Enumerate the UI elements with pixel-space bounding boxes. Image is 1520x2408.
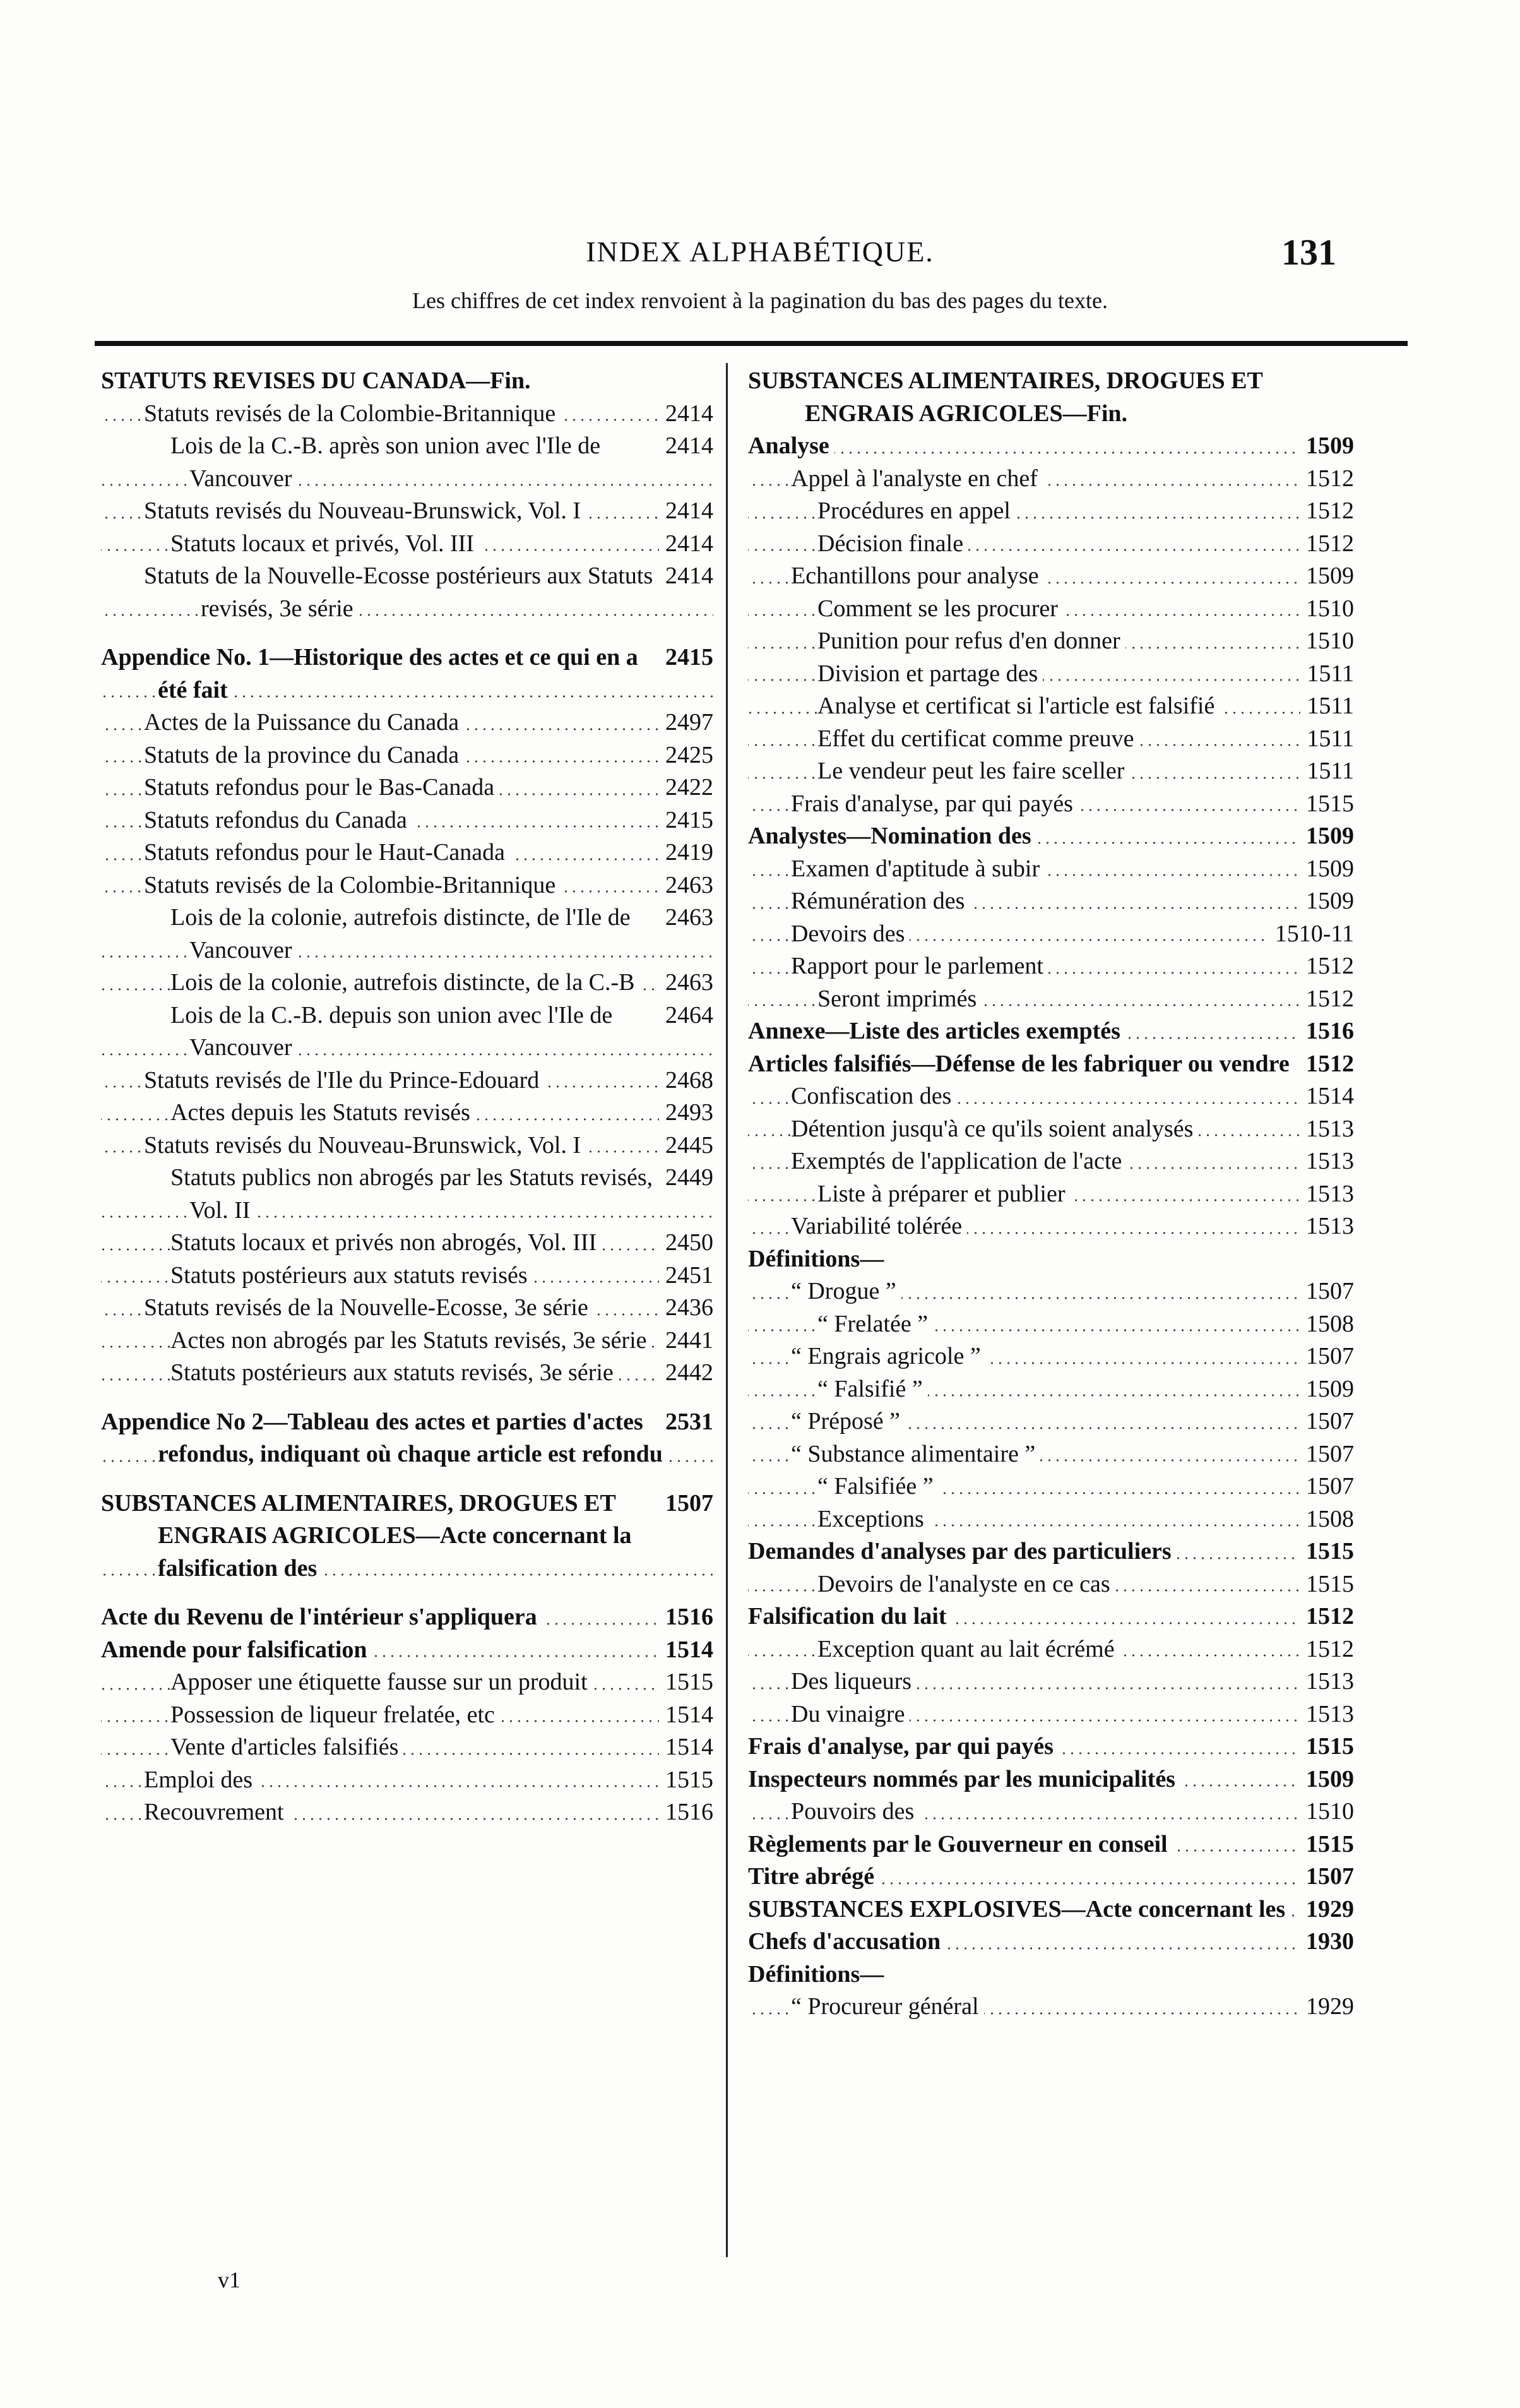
- index-entry: [748, 625, 1354, 658]
- index-entry: [748, 1828, 1354, 1861]
- index-entry-text: Devoirs de l'analyste en ce cas: [817, 1571, 1115, 1597]
- index-entry-page: 2464: [665, 1001, 713, 1028]
- index-entry-text: “ Falsifié ”: [817, 1376, 928, 1402]
- index-entry-text: “ Procureur général: [791, 1993, 984, 2020]
- index-entry: [748, 1438, 1354, 1471]
- index-entry-page: 1509: [1306, 563, 1354, 589]
- index-entry: [101, 804, 713, 837]
- index-entry-page: 1511: [1307, 758, 1354, 784]
- index-entry-text: “ Frelatée ”: [817, 1311, 933, 1337]
- index-entry-page: 1512: [1306, 1050, 1354, 1077]
- index-entry: [748, 1275, 1354, 1308]
- index-entry-page: 1512: [1306, 530, 1354, 557]
- index-entry-page: 1508: [1306, 1310, 1354, 1337]
- index-entry-text: Statuts postérieurs aux statuts revisés: [170, 1262, 533, 1289]
- index-entry-text: Effet du certificat comme preuve: [817, 725, 1139, 752]
- index-entry-page: 1512: [1306, 1635, 1354, 1662]
- index-entry: [748, 1600, 1354, 1633]
- index-entry: [101, 365, 713, 398]
- index-entry-page: 1510: [1306, 1798, 1354, 1825]
- index-entry-text: Analyse et certificat si l'article est falsifié: [817, 693, 1220, 719]
- index-entry-page: 1509: [1306, 888, 1354, 914]
- index-entry-page: 1512: [1306, 1603, 1354, 1630]
- index-entry-text: Demandes d'analyses par des particuliers: [748, 1538, 1177, 1565]
- index-entry: [101, 1064, 713, 1097]
- index-entry-text: Rémunération des: [791, 888, 970, 914]
- index-entry-page: 1515: [1306, 1538, 1354, 1565]
- index-entry-page: 1514: [665, 1734, 713, 1760]
- index-entry-text: “ Engrais agricole ”: [791, 1343, 986, 1369]
- index-entry-text: “ Préposé ”: [791, 1408, 905, 1434]
- index-entry-text: Statuts revisés du Nouveau-Brunswick, Vol. I: [144, 1132, 586, 1159]
- index-entry-page: 1507: [1306, 1440, 1354, 1467]
- right-column: [748, 365, 1354, 2024]
- index-entry-text: Acte du Revenu de l'intérieur s'appliquera: [101, 1604, 542, 1630]
- index-entry-page: 1515: [1306, 790, 1354, 817]
- index-entry-text: Des liqueurs: [791, 1668, 917, 1695]
- index-entry: [748, 1958, 1354, 1991]
- index-entry-text: Statuts de la Nouvelle-Ecosse postérieurs aux Statuts revisés, 3e série: [144, 563, 653, 622]
- index-entry-page: 1515: [1306, 1830, 1354, 1857]
- index-entry-page: 2450: [665, 1229, 713, 1256]
- index-entry-text: “ Falsifiée ”: [817, 1473, 939, 1499]
- index-entry-page: 1511: [1307, 693, 1354, 719]
- index-entry-page: 2422: [665, 774, 713, 801]
- index-entry-page: 1514: [1306, 1083, 1354, 1109]
- index-entry-page: 1516: [665, 1604, 713, 1630]
- index-entry-page: 1512: [1306, 985, 1354, 1012]
- index-entry-page: 2468: [665, 1066, 713, 1094]
- index-entry: [748, 430, 1354, 463]
- index-entry-text: Statuts locaux et privés non abrogés, Vol. III: [170, 1229, 602, 1256]
- index-entry-text: Frais d'analyse, par qui payés: [748, 1733, 1059, 1760]
- index-entry-page: 1509: [1306, 432, 1354, 459]
- index-entry: [101, 495, 713, 528]
- index-entry-page: 1515: [665, 1766, 713, 1793]
- index-entry-page: 1513: [1306, 1700, 1354, 1727]
- index-entry-page: 1513: [1306, 1115, 1354, 1142]
- index-entry-text: SUBSTANCES ALIMENTAIRES, DROGUES ET ENGRAIS AGRICOLES—Acte concernant la falsification des: [101, 1489, 632, 1582]
- index-entry: [748, 1210, 1354, 1243]
- signature-mark: v1: [218, 2267, 240, 2292]
- index-entry-page: 1509: [1306, 1765, 1354, 1792]
- index-entry: [748, 820, 1354, 853]
- index-entry: [101, 772, 713, 804]
- index-entry-text: Emploi des: [144, 1767, 258, 1793]
- index-entry-page: 1514: [665, 1701, 713, 1728]
- index-entry-text: Exception quant au lait écrémé: [817, 1636, 1120, 1662]
- index-entry-page: 2493: [665, 1099, 713, 1126]
- index-entry: [101, 1129, 713, 1162]
- index-entry: [748, 1340, 1354, 1373]
- index-entry-text: Exemptés de l'application de l'acte: [791, 1148, 1127, 1174]
- index-entry: [748, 1015, 1354, 1048]
- index-entry: [101, 1666, 713, 1699]
- index-entry: [748, 1861, 1354, 1893]
- index-entry-text: Actes de la Puissance du Canada: [144, 709, 464, 736]
- index-entry-text: Statuts refondus du Canada: [144, 807, 412, 833]
- index-entry-text: Rapport pour le parlement: [791, 953, 1048, 979]
- index-entry: [748, 1048, 1354, 1081]
- index-entry-page: 2445: [665, 1131, 713, 1159]
- index-entry-text: Statuts postérieurs aux statuts revisés, 3e série: [170, 1359, 619, 1386]
- index-entry-text: Recouvrement: [144, 1799, 289, 1825]
- index-entry-text: SUBSTANCES ALIMENTAIRES, DROGUES ET ENGRAIS AGRICOLES—Fin.: [748, 367, 1263, 427]
- index-entry-page: 2414: [665, 400, 713, 427]
- index-entry-page: 1515: [1306, 1570, 1354, 1597]
- index-entry: [101, 1325, 713, 1357]
- index-entry-page: 2415: [665, 644, 713, 671]
- index-entry-text: Définitions—: [748, 1960, 884, 1988]
- index-entry: [101, 398, 713, 431]
- index-entry-text: Liste à préparer et publier: [817, 1181, 1070, 1207]
- index-entry: [101, 837, 713, 869]
- index-entry-page: 1510: [1306, 628, 1354, 654]
- index-entry-text: Exceptions: [817, 1506, 929, 1532]
- index-entry-text: Echantillons pour analyse: [791, 563, 1044, 589]
- index-entry-text: Actes depuis les Statuts revisés: [170, 1099, 475, 1126]
- index-entry: [101, 1764, 713, 1797]
- index-entry: [748, 983, 1354, 1016]
- index-entry: [101, 967, 713, 999]
- index-entry-page: 1513: [1306, 1668, 1354, 1695]
- index-entry-page: 1511: [1307, 725, 1354, 752]
- index-entry-page: 2441: [665, 1326, 713, 1354]
- index-entry: [101, 1260, 713, 1292]
- index-entry: [748, 950, 1354, 983]
- index-entry-text: Apposer une étiquette fausse sur un produit: [170, 1669, 593, 1695]
- index-entry: [748, 723, 1354, 756]
- index-entry: [748, 1113, 1354, 1146]
- index-entry: [101, 560, 713, 625]
- index-entry-text: Actes non abrogés par les Statuts revisés, 3e série: [170, 1327, 652, 1354]
- index-entry-text: Vente d'articles falsifiés: [170, 1734, 403, 1760]
- index-entry: [748, 853, 1354, 886]
- index-entry-page: 2451: [665, 1261, 713, 1289]
- index-entry: [748, 658, 1354, 691]
- index-entry-page: 1512: [1306, 953, 1354, 979]
- index-entry-text: Statuts revisés de la Nouvelle-Ecosse, 3e série: [144, 1294, 593, 1321]
- index-entry-page: 2531: [665, 1408, 713, 1435]
- header-rule: [95, 341, 1408, 346]
- index-entry-text: Variabilité tolérée: [791, 1213, 967, 1239]
- index-entry: [748, 1796, 1354, 1828]
- index-entry: [101, 1634, 713, 1667]
- index-entry-page: 1512: [1306, 498, 1354, 524]
- index-entry-text: Appel à l'analyste en chef: [791, 465, 1043, 492]
- index-entry-text: Statuts de la province du Canada: [144, 742, 464, 768]
- index-entry: [748, 1080, 1354, 1113]
- index-entry-page: 1513: [1306, 1148, 1354, 1174]
- index-entry: [101, 1406, 713, 1471]
- index-entry: [748, 1405, 1354, 1438]
- index-entry: [748, 1568, 1354, 1601]
- index-entry-text: Articles falsifiés—Défense de les fabriquer ou vendre: [748, 1051, 1295, 1077]
- index-entry-page: 1509: [1306, 855, 1354, 882]
- index-entry-page: 1515: [665, 1669, 713, 1695]
- index-entry-page: 1515: [1306, 1733, 1354, 1760]
- index-entry: [101, 528, 713, 561]
- index-entry-text: Procédures en appel: [817, 498, 1016, 524]
- index-entry-text: Examen d'aptitude à subir: [791, 855, 1045, 882]
- index-entry-text: STATUTS REVISES DU CANADA—Fin.: [101, 367, 531, 394]
- index-entry-page: 2414: [665, 530, 713, 557]
- index-entry: [748, 1535, 1354, 1568]
- index-entry-page: 1514: [665, 1636, 713, 1663]
- index-entry-text: Appendice No 2—Tableau des actes et parties d'actes refondus, indiquant où chaque article est refondu: [101, 1409, 668, 1468]
- index-entry-page: 1507: [1306, 1278, 1354, 1304]
- index-entry: [101, 869, 713, 902]
- index-entry-text: Décision finale: [817, 530, 968, 557]
- index-entry-page: 1512: [1306, 465, 1354, 492]
- index-entry: [748, 593, 1354, 626]
- index-entry: [748, 1503, 1354, 1536]
- index-entry-page: 2419: [665, 839, 713, 866]
- index-entry: [101, 1292, 713, 1325]
- index-entry-text: Lois de la C.-B. depuis son union avec l'Ile de Vancouver: [170, 1001, 613, 1061]
- index-entry: [748, 1763, 1354, 1796]
- index-entry-text: Confiscation des: [791, 1083, 956, 1109]
- index-entry: [101, 1601, 713, 1634]
- index-entry: [748, 1731, 1354, 1763]
- index-entry: [748, 918, 1354, 951]
- index-entry: [748, 885, 1354, 918]
- index-entry-text: Possession de liqueur frelatée, etc: [170, 1702, 500, 1728]
- index-entry-page: 2463: [665, 871, 713, 898]
- index-entry-text: Lois de la colonie, autrefois distincte, de la C.-B: [170, 969, 640, 996]
- left-column: [101, 365, 713, 1829]
- index-entry: [748, 463, 1354, 496]
- index-entry: [748, 1145, 1354, 1178]
- index-entry-text: Analyse: [748, 432, 834, 459]
- index-entry-text: Annexe—Liste des articles exemptés: [748, 1018, 1125, 1044]
- index-entry: [748, 1893, 1354, 1926]
- index-entry-page: 2436: [665, 1294, 713, 1321]
- index-entry-text: Inspecteurs nommés par les municipalités: [748, 1766, 1180, 1792]
- index-entry: [101, 706, 713, 739]
- index-entry: [101, 1796, 713, 1829]
- index-entry-page: 2414: [665, 498, 713, 524]
- index-entry: [101, 1097, 713, 1129]
- index-entry-page: 1507: [1306, 1863, 1354, 1890]
- index-entry-text: Lois de la colonie, autrefois distincte, de l'Ile de Vancouver: [170, 904, 631, 963]
- index-entry-text: Détention jusqu'à ce qu'ils soient analysés: [791, 1116, 1198, 1142]
- index-entry-page: 1513: [1306, 1180, 1354, 1207]
- index-entry-text: Statuts refondus pour le Haut-Canada: [144, 839, 510, 866]
- index-entry-text: Règlements par le Gouverneur en conseil: [748, 1831, 1173, 1857]
- index-entry-page: 1929: [1306, 1895, 1354, 1922]
- index-entry: [748, 1666, 1354, 1698]
- index-entry-text: Falsification du lait: [748, 1603, 952, 1630]
- index-entry-page: 2449: [665, 1164, 713, 1191]
- page-number: 131: [1281, 232, 1336, 273]
- index-entry: [748, 1243, 1354, 1276]
- page-subtitle: Les chiffres de cet index renvoient à la pagination du bas des pages du texte.: [412, 288, 1108, 313]
- index-entry: [101, 430, 713, 495]
- index-entry-text: Devoirs des: [791, 921, 910, 947]
- index-entry-page: 1929: [1306, 1993, 1354, 2020]
- index-entry-page: 1510-11: [1274, 920, 1354, 947]
- index-entry-text: Chefs d'accusation: [748, 1928, 946, 1955]
- index-entry-page: 1507: [1306, 1343, 1354, 1369]
- index-entry: [101, 1731, 713, 1764]
- index-entry-page: 2425: [665, 741, 713, 768]
- index-entry: [748, 528, 1354, 561]
- index-entry-page: 1509: [1306, 823, 1354, 849]
- index-entry-text: Statuts publics non abrogés par les Statuts revisés, Vol. II: [170, 1164, 653, 1224]
- index-entry: [101, 641, 713, 706]
- index-entry-text: Comment se les procurer: [817, 595, 1063, 622]
- index-entry: [748, 1373, 1354, 1406]
- index-entry-text: Statuts refondus pour le Bas-Canada: [144, 774, 499, 801]
- index-entry-page: 2442: [665, 1359, 713, 1386]
- index-entry: [748, 1698, 1354, 1731]
- index-entry: [748, 1991, 1354, 2024]
- index-entry-text: Définitions—: [748, 1245, 884, 1272]
- index-entry-text: Punition pour refus d'en donner: [817, 628, 1125, 654]
- index-entry: [748, 560, 1354, 593]
- index-entry-text: Statuts revisés de la Colombie-Britannique: [144, 400, 561, 427]
- index-entry-page: 1513: [1306, 1213, 1354, 1239]
- index-entry-page: 2414: [665, 432, 713, 459]
- index-entry: [748, 365, 1354, 430]
- page-header: [0, 232, 1520, 273]
- index-entry-page: 1507: [1306, 1473, 1354, 1499]
- index-entry: [748, 1308, 1354, 1341]
- index-entry: [101, 999, 713, 1064]
- index-entry-page: 1930: [1306, 1928, 1354, 1955]
- index-entry-text: Lois de la C.-B. après son union avec l'Ile de Vancouver: [170, 432, 601, 492]
- index-entry-page: 1511: [1307, 660, 1354, 687]
- column-divider: [726, 363, 728, 2257]
- index-entry-text: Le vendeur peut les faire sceller: [817, 758, 1129, 784]
- index-entry-page: 2415: [665, 806, 713, 833]
- index-entry: [101, 1162, 713, 1227]
- index-entry: [748, 690, 1354, 723]
- index-entry-page: 2463: [665, 904, 713, 931]
- index-entry-page: 1508: [1306, 1505, 1354, 1532]
- index-entry-page: 1509: [1306, 1375, 1354, 1402]
- index-entry-page: 1507: [1306, 1408, 1354, 1434]
- index-entry-page: 1510: [1306, 595, 1354, 622]
- index-entry: [748, 1926, 1354, 1958]
- index-entry-text: Statuts revisés de l'Ile du Prince-Edouard: [144, 1067, 544, 1094]
- index-entry: [748, 755, 1354, 788]
- index-entry-text: Du vinaigre: [791, 1701, 910, 1727]
- index-entry: [748, 1178, 1354, 1211]
- index-entry-text: Statuts revisés du Nouveau-Brunswick, Vol. I: [144, 498, 586, 524]
- index-entry: [101, 1487, 713, 1585]
- index-entry-text: Statuts revisés de la Colombie-Britannique: [144, 872, 561, 898]
- index-entry: [748, 788, 1354, 821]
- index-entry-text: Titre abrégé: [748, 1863, 879, 1890]
- index-entry-page: 2497: [665, 709, 713, 736]
- index-entry-text: Frais d'analyse, par qui payés: [791, 790, 1078, 817]
- index-entry-text: Appendice No. 1—Historique des actes et ce qui en a été fait: [101, 644, 638, 703]
- index-entry: [101, 902, 713, 967]
- index-entry: [101, 739, 713, 772]
- index-entry-text: Pouvoirs des: [791, 1798, 919, 1825]
- index-entry: [101, 1227, 713, 1260]
- index-entry-page: 1507: [665, 1489, 713, 1517]
- page-title: INDEX ALPHABÉTIQUE.: [586, 235, 934, 268]
- index-entry-text: Statuts locaux et privés, Vol. III: [170, 530, 479, 557]
- index-entry-page: 1516: [665, 1799, 713, 1825]
- index-entry-text: Amende pour falsification: [101, 1636, 372, 1663]
- index-entry: [101, 1357, 713, 1390]
- index-entry-page: 2414: [665, 563, 713, 589]
- index-entry-text: “ Substance alimentaire ”: [791, 1441, 1040, 1467]
- index-entry: [748, 1633, 1354, 1666]
- index-entry-text: Analystes—Nomination des: [748, 823, 1036, 849]
- index-entry-text: SUBSTANCES EXPLOSIVES—Acte concernant les: [748, 1896, 1290, 1922]
- index-entry-text: Division et partage des: [817, 660, 1043, 687]
- index-entry-text: Seront imprimés: [817, 986, 982, 1012]
- index-entry-page: 1516: [1306, 1018, 1354, 1044]
- index-entry: [101, 1699, 713, 1732]
- index-entry: [748, 1470, 1354, 1503]
- index-entry-text: “ Drogue ”: [791, 1278, 901, 1304]
- index-entry-page: 2463: [665, 969, 713, 996]
- index-entry: [748, 495, 1354, 528]
